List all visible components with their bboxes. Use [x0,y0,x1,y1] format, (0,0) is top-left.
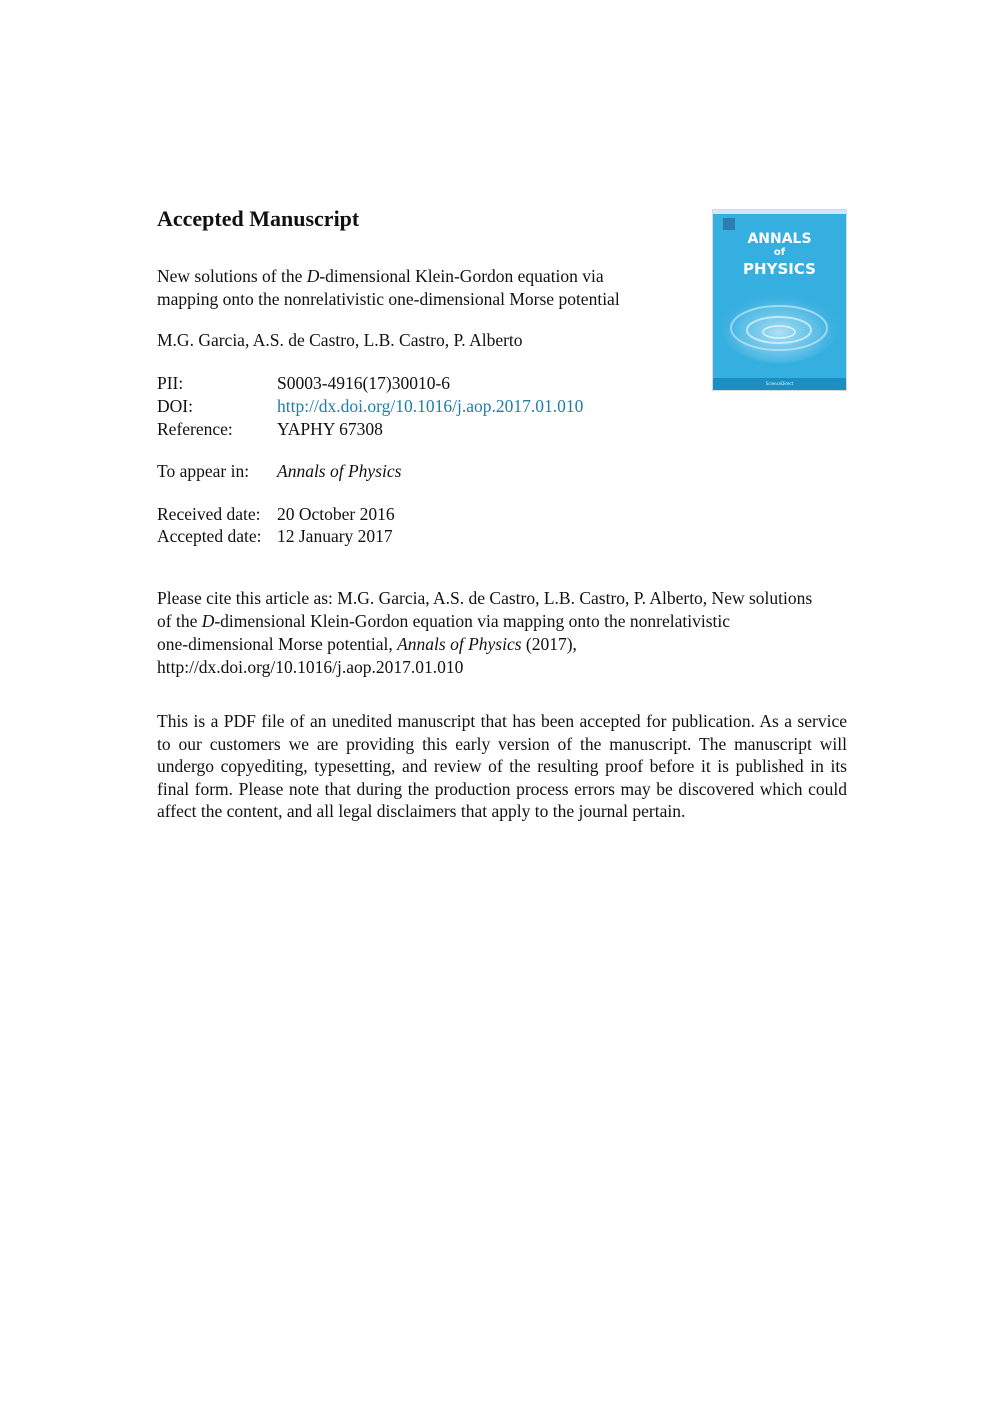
cover-word-annals: ANNALS [747,231,812,247]
cover-band-text: ScienceDirect [765,381,794,386]
accepted-label: Accepted date: [157,526,262,546]
doi-row [157,395,677,418]
appear-value: Annals of Physics [277,461,402,481]
title-line-2: mapping onto the nonrelativistic one-dimensional Morse potential [157,289,620,309]
citation-block [157,587,847,679]
author-list: M.G. Garcia, A.S. de Castro, L.B. Castro, P. Alberto [157,330,523,350]
page-heading: Accepted Manuscript [157,206,360,231]
pii-row [157,372,677,395]
accepted-row [157,525,677,548]
disclaimer-paragraph: This is a PDF file of an unedited manuscript that has been accepted for publication. As a service to our customers we are providing this early version of the manuscript. The manuscript will undergo copyediting, typesetting, and review of the resulting proof before it is published in its final form. Please note that during the production process errors may be discovered which could affect the content, and all legal disclaimers that apply to the journal pertain. [157,711,847,822]
doi-link[interactable]: http://dx.doi.org/10.1016/j.aop.2017.01.010 [277,396,584,416]
appear-label: To appear in: [157,461,250,481]
appear-row [157,460,677,483]
cover-word-physics: PHYSICS [743,260,816,278]
cite-line-4: http://dx.doi.org/10.1016/j.aop.2017.01.010 [157,657,464,677]
received-value: 20 October 2016 [277,504,395,524]
journal-cover-image [713,210,846,390]
accepted-value: 12 January 2017 [277,526,393,546]
pii-value: S0003-4916(17)30010-6 [277,373,451,393]
doi-label: DOI: [157,396,193,416]
cover-word-of: of [773,247,786,258]
article-title [157,265,677,311]
reference-value: YAPHY 67308 [277,419,383,439]
reference-label: Reference: [157,419,233,439]
cite-line-3: one-dimensional Morse potential, Annals of Physics (2017), [157,634,577,654]
title-line-1: New solutions of the D-dimensional Klein-Gordon equation via [157,266,604,286]
received-row [157,503,677,526]
pii-label: PII: [157,373,184,393]
cite-line-2: of the D-dimensional Klein-Gordon equation via mapping onto the nonrelativistic [157,611,731,631]
reference-row [157,418,677,441]
received-label: Received date: [157,504,261,524]
cite-line-1: Please cite this article as: M.G. Garcia, A.S. de Castro, L.B. Castro, P. Alberto, New solutions [157,588,813,608]
